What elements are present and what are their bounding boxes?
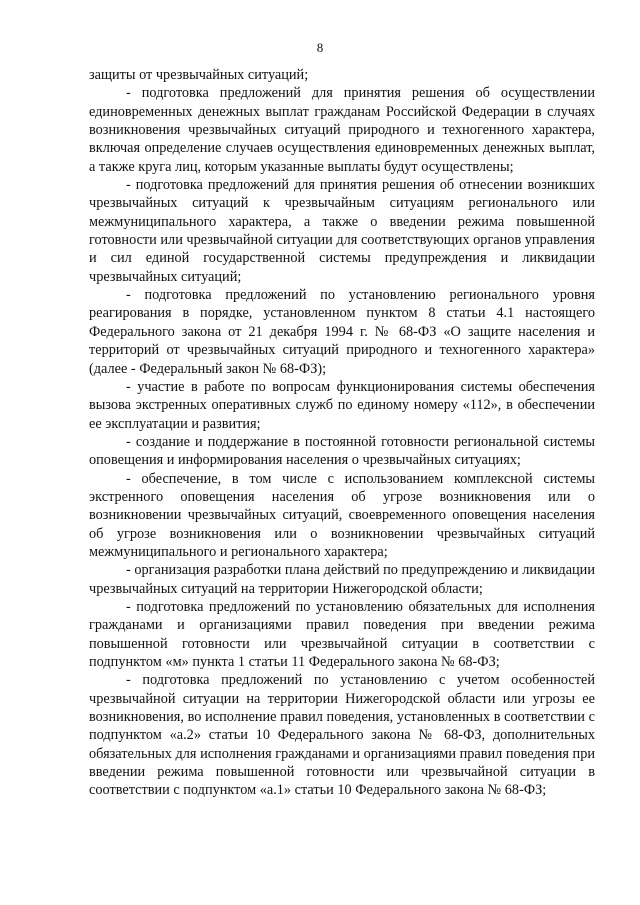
list-item: - подготовка предложений для принятия решения об осуществлении единовременных денежных выплат гражданам Российской Федерации в случаях возникновения чрезвычайных ситуаций природного и техногенного характера, включая определение случаев осуществления единовременных денежных выплат, а также круга лиц, которым указанные выплаты будут осуществлены; — [89, 85, 595, 175]
page-number: 8 — [316, 40, 324, 55]
list-item: - участие в работе по вопросам функционирования системы обеспечения вызова экстренных оперативных служб по единому номеру «112», в обеспечении ее эксплуатации и развития; — [89, 378, 595, 432]
document-body — [89, 66, 595, 800]
list-item: - подготовка предложений по установлению обязательных для исполнения гражданами и организациями правил поведения при введении режима повышенной готовности или чрезвычайной ситуации в соответствии с подпунктом «м» пункта 1 статьи 11 Федерального закона № 68-ФЗ; — [89, 598, 595, 670]
list-item: - подготовка предложений по установлению с учетом особенностей чрезвычайной ситуации на территории Нижегородской области или угрозы ее возникновения, во исполнение правил поведения, установленных в соответствии с подпунктом «а.2» статьи 10 Федерального закона № 68-ФЗ, дополнительных обязательных для исполнения гражданами и организациями правил поведения при введении режима повышенной готовности или чрезвычайной ситуации в соответствии с подпунктом «а.1» статьи 10 Федерального закона № 68-ФЗ; — [89, 672, 595, 799]
list-item: - создание и поддержание в постоянной готовности региональной системы оповещения и информирования населения о чрезвычайных ситуациях; — [89, 433, 595, 469]
list-item: - обеспечение, в том числе с использованием комплексной системы экстренного оповещения населения об угрозе возникновения или о возникновении чрезвычайных ситуаций, своевременного оповещения населения об угрозе возникновения или о возникновении чрезвычайных ситуаций межмуниципального и регионального характера; — [89, 470, 595, 560]
list-item: - подготовка предложений для принятия решения об отнесении возникших чрезвычайных ситуаций к чрезвычайным ситуациям регионального или межмуниципального характера, а также о введении режима повышенной готовности или чрезвычайной ситуации для соответствующих органов управления и сил единой государственной системы предупреждения и ликвидации чрезвычайных ситуаций; — [89, 177, 595, 285]
list-item: - подготовка предложений по установлению регионального уровня реагирования в порядке, установленном пунктом 8 статьи 4.1 настоящего Федерального закона от 21 декабря 1994 г. № 68-ФЗ «О защите населения и территорий от чрезвычайных ситуаций природного и техногенного характера» (далее - Федеральный закон № 68-ФЗ); — [89, 287, 595, 377]
paragraph-continuation: защиты от чрезвычайных ситуаций; — [89, 67, 309, 83]
list-item: - организация разработки плана действий по предупреждению и ликвидации чрезвычайных ситуаций на территории Нижегородской области; — [89, 562, 595, 597]
